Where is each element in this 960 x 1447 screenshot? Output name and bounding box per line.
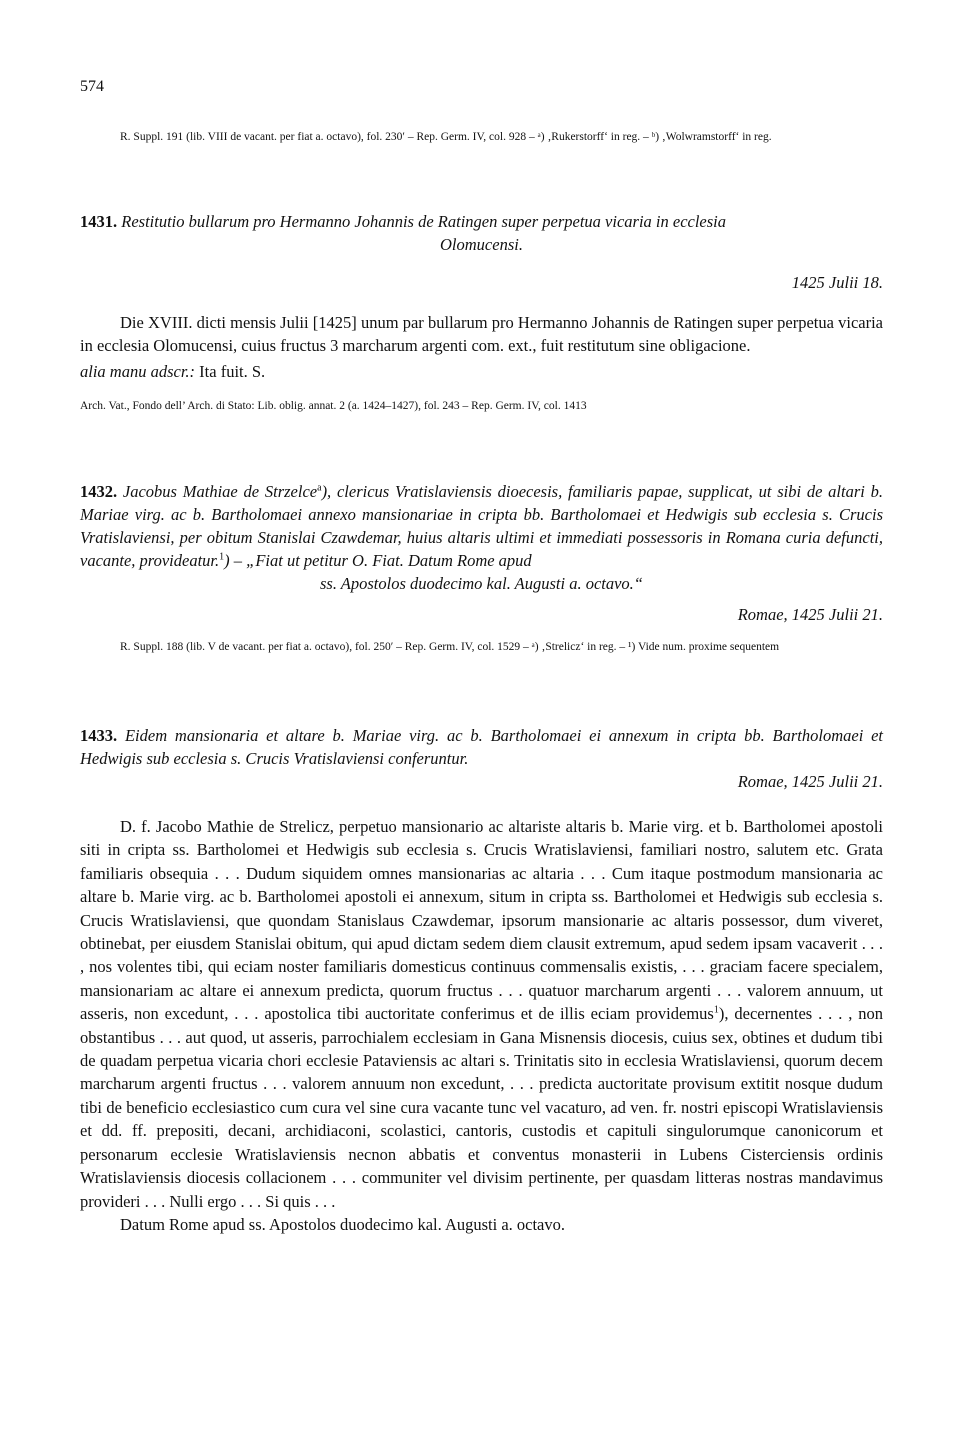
footnote-marker-1: 1 xyxy=(219,551,225,563)
entry-1431-number: 1431. xyxy=(80,212,118,231)
entry-1431-title: Restitutio bullarum pro Hermanno Johannis de Ratingen super perpetua vicaria in ecclesia xyxy=(121,212,727,231)
entry-1432-heading xyxy=(80,480,883,595)
entry-1431-heading xyxy=(80,210,883,256)
entry-1432-date: Romae, 1425 Julii 21. xyxy=(737,605,883,624)
entry-1432 xyxy=(80,480,883,656)
entry-1433-number: 1433. xyxy=(80,726,118,745)
entry-1433-body xyxy=(80,815,883,1213)
entry-1431-body: Die XVIII. dicti mensis Julii [1425] unum par bullarum pro Hermanno Johannis de Ratingen super perpetua vicaria in ecclesia Olomucensi, cuius fructus 3 marcharum argenti com. ext., fuit restitutum sine obligacione. xyxy=(80,313,883,356)
entry-1431 xyxy=(80,210,883,415)
entry-1433-date: Romae, 1425 Julii 21. xyxy=(737,772,883,791)
footnote-marker-a: a xyxy=(317,482,322,494)
entry-1433-closing: Datum Rome apud ss. Apostolos duodecimo kal. Augusti a. octavo. xyxy=(120,1214,566,1234)
entry-1432-title-a: Jacobus Mathiae de Strzelce xyxy=(122,482,318,501)
entry-1432-number: 1432. xyxy=(80,482,118,501)
entry-1433-body-b: ), decernentes . . . , non obstantibus . . . aut quod, ut asseris, parrochialem ecclesiam in Gana Misnensis diocesis, cuius sex, obtines et dudum tibi de quadam perpetua vicaria chori ecclesie Pataviensis ac altari s. Trinitatis sito in ecclesia Wratislaviensi, quorum decem marcharum argenti fructus . . . valorem annuum non excedunt, . . . predicta auctoritate provisum extitit nosque dudum tibi de beneficio ecclesiastico cum cura vel sine cura vacante tunc vel vacaturo, ad ven. fr. nostri episcopi Wratislaviensis et dd. ff. prepositi, decani, archidiaconi, scolastici, cantoris, custodis et capituli singulorumque canonicorum et personarum ecclesie Wratislaviensis necnon abbatis et conventus monasterii in Lubens Cisterciensis ordinis Wratislaviensis diocesis collacionem . . . communiter vel divisim pertinente, per quasdam litteras nostras mandavimus provideri . . . Nulli ergo . . . Si quis . . . xyxy=(80,1004,883,1211)
entry-1432-title-c: ) – „Fiat ut petitur O. Fiat. Datum Rome apud xyxy=(224,551,532,570)
entry-1432-source: R. Suppl. 188 (lib. V de vacant. per fiat a. octavo), fol. 250′ – Rep. Germ. IV, col. 1529 – ᵃ) ‚Strelicz‘ in reg. – ¹) Vide num. proxime sequentem xyxy=(120,641,780,653)
entry-1431-addendum xyxy=(80,360,883,383)
entry-1432-title-b: ), clericus Vratislaviensis dioecesis, familiaris papae, supplicat, ut sibi de altari b. Mariae virg. ac b. Bartholomaei annexo mansionariae in cripta bb. Bartholomaei et Hedwigis sub ecclesia s. Crucis Vratislaviensi, per obitum Stanislai Czawdemar, huius altaris ultimi et immediati possessoris in Romana curia defuncti, vacante, provideatur. xyxy=(80,482,883,570)
entry-1433 xyxy=(80,724,883,1236)
entry-1433-heading xyxy=(80,724,883,770)
top-note: R. Suppl. 191 (lib. VIII de vacant. per fiat a. octavo), fol. 230′ – Rep. Germ. IV, col. 928 – ᵃ) ‚Rukerstorff‘ in reg. – ᵇ) ‚Wolwramstorff‘ in reg. xyxy=(120,131,772,143)
entry-1431-date: 1425 Julii 18. xyxy=(791,273,883,292)
addendum-text: Ita fuit. S. xyxy=(195,361,266,381)
page-number: 574 xyxy=(80,78,104,95)
entry-1431-title-end: Olomucensi. xyxy=(440,235,523,254)
entry-1433-body-a: D. f. Jacobo Mathie de Strelicz, perpetuo mansionario ac altariste altaris b. Marie virg. et b. Bartholomei apostoli siti in cripta ss. Bartholomei et Hedwigis sub ecclesia s. Crucis Wratislaviensi, familiari nostro, salutem etc. Grata familiaris obsequia . . . Dudum siquidem omnes mansionarias ac altaria . . . Cum itaque postmodum mansionaria ac altare b. Marie virg. ac b. Bartholomei apostoli ei annexum, situm in cripta ss. Bartholomei et Hedwigis sub ecclesia s. Crucis Wratislaviensi, que quondam Stanislaus Czawdemar, ipsorum mansionarie ac altaris possessor, dum viveret, obtinebat, per eiusdem Stanislai obitum, qui apud dictam sedem diem clausit extremum, apud sedem ipsam vacaverit . . . , nos volentes tibi, qui eciam noster familiaris domesticus continuus commensalis existis, . . . graciam facere specialem, mansionariam ac altare ei annexum predicta, quorum fructus . . . quatuor marcharum argenti . . . valorem annuum, ut asseris, non excedunt, . . . apostolica tibi auctoritate conferimus et de illis eciam providemus xyxy=(80,817,883,1024)
entry-1431-source: Arch. Vat., Fondo dell’ Arch. di Stato: Lib. oblig. annat. 2 (a. 1424–1427), fol. 243 – Rep. Germ. IV, col. 1413 xyxy=(80,400,587,413)
addendum-label: alia manu adscr.: xyxy=(80,361,196,381)
entry-1432-title-end: ss. Apostolos duodecimo kal. Augusti a. octavo.“ xyxy=(320,574,643,593)
entry-1433-title: Eidem mansionaria et altare b. Mariae virg. ac b. Bartholomaei ei annexum in cripta bb. Bartholomaei et Hedwigis sub ecclesia s. Crucis Vratislaviensi conferuntur. xyxy=(80,726,884,768)
footnote-marker-1b: 1 xyxy=(713,1004,719,1016)
